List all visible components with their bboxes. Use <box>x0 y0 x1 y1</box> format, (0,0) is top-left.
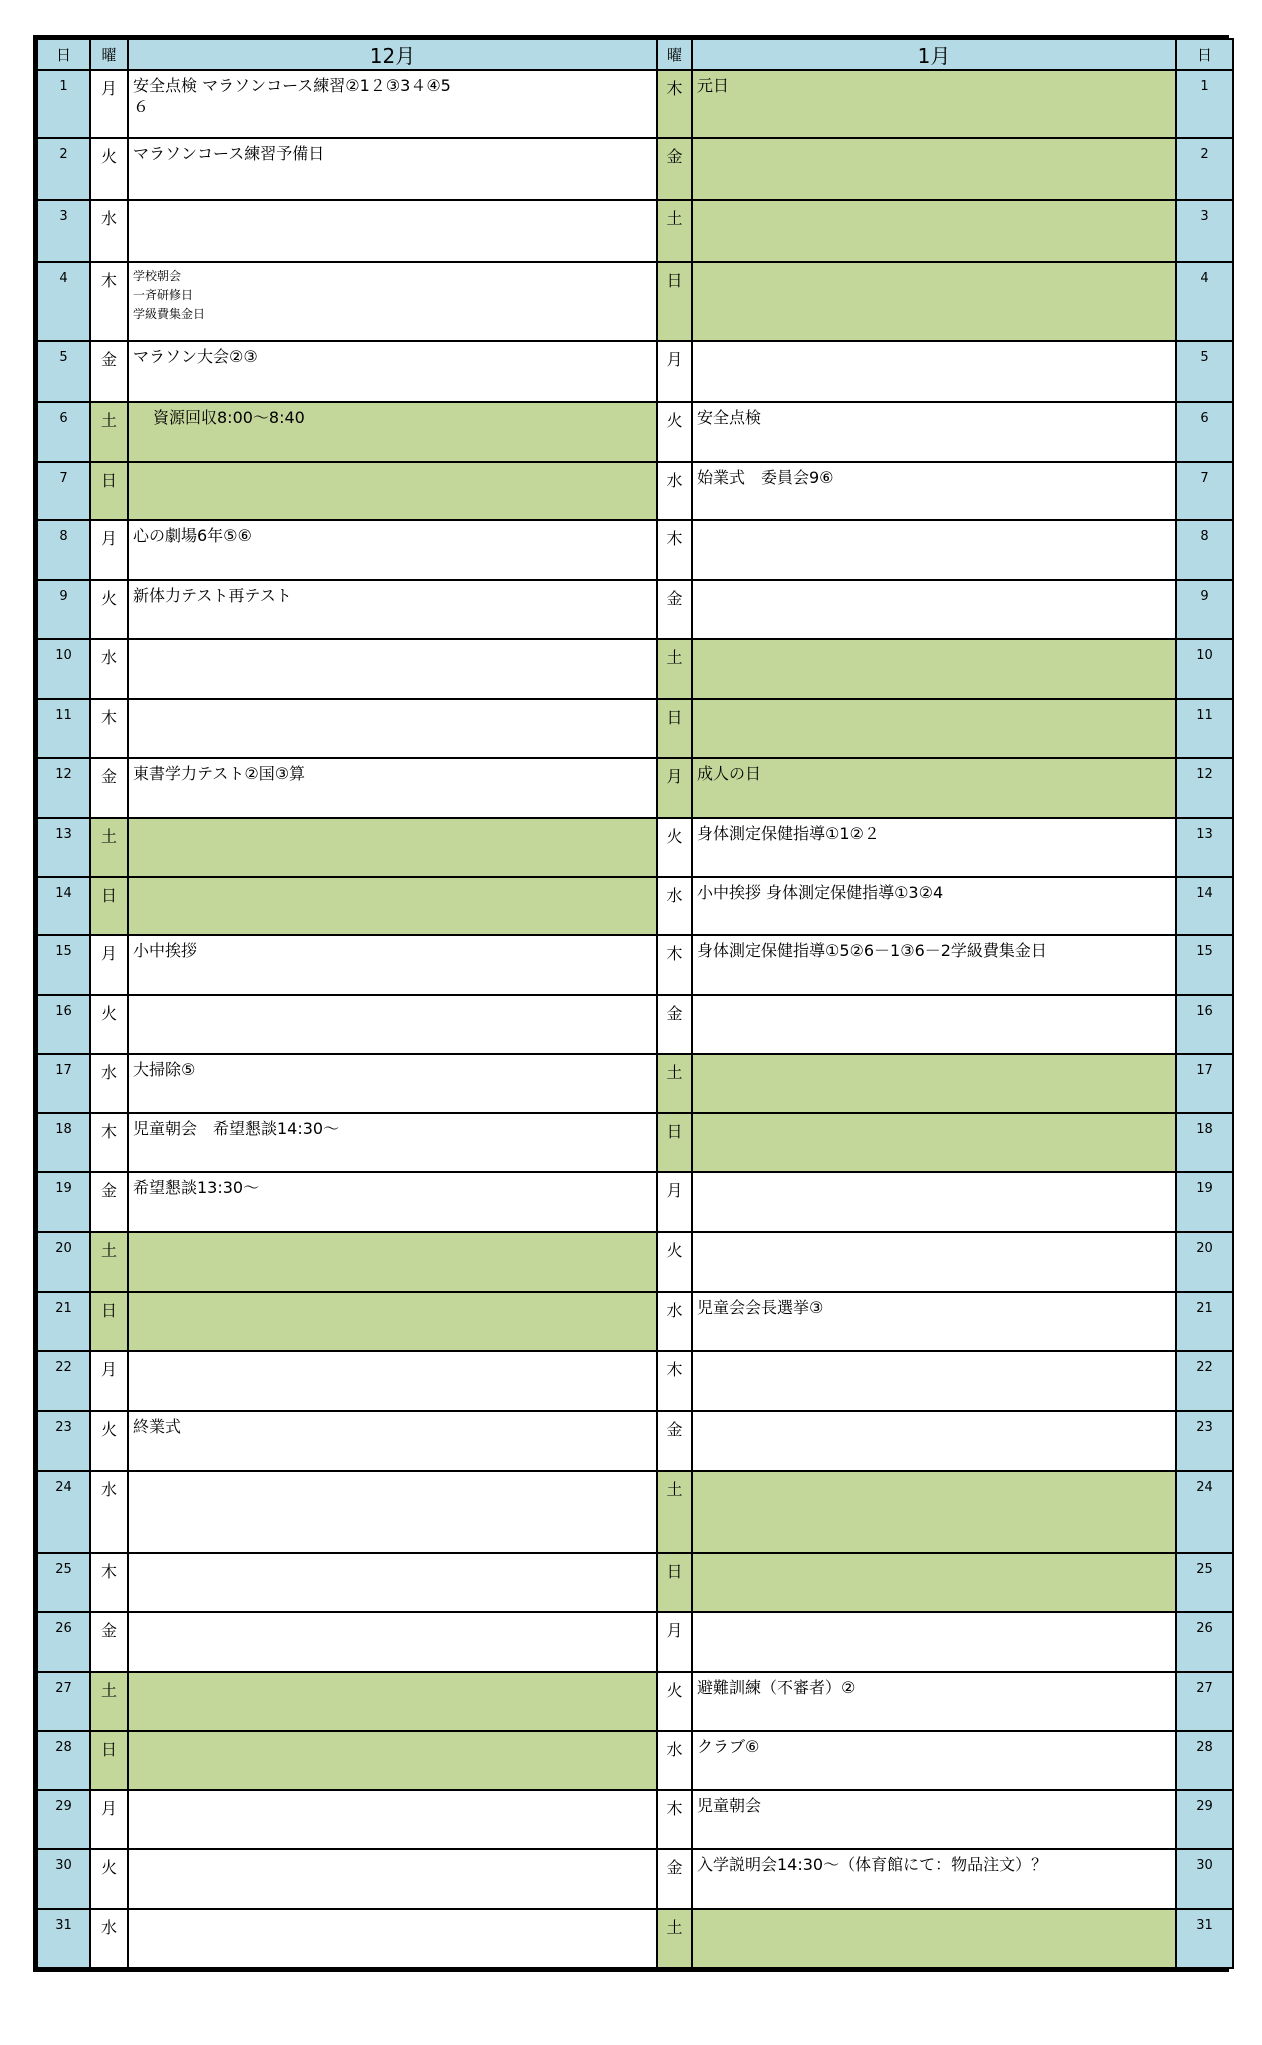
day-number-right: 22 <box>1176 1351 1233 1411</box>
december-weekday: 金 <box>90 341 128 402</box>
calendar-table <box>36 38 1234 1969</box>
day-number-right: 15 <box>1176 935 1233 995</box>
january-event <box>692 699 1176 758</box>
december-weekday: 金 <box>90 1172 128 1232</box>
january-weekday: 木 <box>657 935 692 995</box>
december-weekday: 水 <box>90 639 128 699</box>
day-number-right: 8 <box>1176 520 1233 580</box>
day-number-left: 19 <box>37 1172 90 1232</box>
day-number-left: 4 <box>37 262 90 341</box>
day-number-left: 14 <box>37 877 90 935</box>
december-weekday: 火 <box>90 138 128 200</box>
january-event: 児童朝会 <box>692 1790 1176 1849</box>
december-event <box>128 1731 657 1790</box>
table-row <box>37 1849 1233 1909</box>
table-row <box>37 402 1233 462</box>
december-event <box>128 1672 657 1731</box>
table-row <box>37 1232 1233 1292</box>
day-number-left: 5 <box>37 341 90 402</box>
december-weekday: 土 <box>90 818 128 877</box>
day-number-left: 29 <box>37 1790 90 1849</box>
december-event <box>128 818 657 877</box>
january-event: 児童会会長選挙③ <box>692 1292 1176 1351</box>
day-number-right: 30 <box>1176 1849 1233 1909</box>
december-event: 安全点検 マラソンコース練習②1２③3４④5 ６ <box>128 70 657 138</box>
day-number-left: 8 <box>37 520 90 580</box>
day-number-right: 9 <box>1176 580 1233 639</box>
january-event: 元日 <box>692 70 1176 138</box>
day-number-left: 2 <box>37 138 90 200</box>
december-event <box>128 1232 657 1292</box>
day-number-left: 21 <box>37 1292 90 1351</box>
day-number-left: 12 <box>37 758 90 818</box>
day-number-right: 25 <box>1176 1553 1233 1612</box>
december-event <box>128 1909 657 1968</box>
december-weekday: 月 <box>90 70 128 138</box>
table-row <box>37 138 1233 200</box>
day-number-left: 27 <box>37 1672 90 1731</box>
december-weekday: 火 <box>90 1849 128 1909</box>
january-weekday: 月 <box>657 1612 692 1672</box>
january-event <box>692 1351 1176 1411</box>
day-number-right: 27 <box>1176 1672 1233 1731</box>
december-weekday: 土 <box>90 402 128 462</box>
january-weekday: 日 <box>657 262 692 341</box>
december-event: 終業式 <box>128 1411 657 1471</box>
table-row <box>37 1731 1233 1790</box>
day-number-right: 7 <box>1176 462 1233 520</box>
january-event <box>692 1909 1176 1968</box>
january-weekday: 土 <box>657 1054 692 1113</box>
day-number-right: 29 <box>1176 1790 1233 1849</box>
day-number-right: 31 <box>1176 1909 1233 1968</box>
december-weekday: 金 <box>90 758 128 818</box>
day-number-right: 2 <box>1176 138 1233 200</box>
day-number-right: 19 <box>1176 1172 1233 1232</box>
table-row <box>37 262 1233 341</box>
december-event: 希望懇談13:30～ <box>128 1172 657 1232</box>
january-weekday: 日 <box>657 699 692 758</box>
day-number-left: 25 <box>37 1553 90 1612</box>
january-weekday: 水 <box>657 462 692 520</box>
day-number-right: 3 <box>1176 200 1233 262</box>
day-number-left: 18 <box>37 1113 90 1172</box>
table-row <box>37 1612 1233 1672</box>
december-event <box>128 1471 657 1553</box>
day-number-left: 26 <box>37 1612 90 1672</box>
january-event <box>692 341 1176 402</box>
january-event: 始業式 委員会9⑥ <box>692 462 1176 520</box>
december-weekday: 月 <box>90 520 128 580</box>
december-weekday: 木 <box>90 699 128 758</box>
december-event: 小中挨拶 <box>128 935 657 995</box>
january-event <box>692 1471 1176 1553</box>
january-weekday: 土 <box>657 1909 692 1968</box>
day-number-left: 6 <box>37 402 90 462</box>
january-event <box>692 520 1176 580</box>
table-row <box>37 1292 1233 1351</box>
december-event <box>128 699 657 758</box>
january-weekday: 月 <box>657 1172 692 1232</box>
day-number-right: 21 <box>1176 1292 1233 1351</box>
december-weekday: 水 <box>90 200 128 262</box>
january-event <box>692 1553 1176 1612</box>
december-weekday: 月 <box>90 935 128 995</box>
january-weekday: 火 <box>657 1672 692 1731</box>
december-weekday: 金 <box>90 1612 128 1672</box>
january-weekday: 金 <box>657 1411 692 1471</box>
january-weekday: 月 <box>657 341 692 402</box>
january-weekday: 水 <box>657 1731 692 1790</box>
january-event: 小中挨拶 身体測定保健指導①3②4 <box>692 877 1176 935</box>
day-number-left: 31 <box>37 1909 90 1968</box>
table-row <box>37 1471 1233 1553</box>
table-row <box>37 520 1233 580</box>
january-weekday: 木 <box>657 520 692 580</box>
day-header-left: 日 <box>37 39 90 70</box>
december-weekday: 水 <box>90 1054 128 1113</box>
table-row <box>37 1672 1233 1731</box>
january-event <box>692 1612 1176 1672</box>
day-number-right: 18 <box>1176 1113 1233 1172</box>
january-event: 身体測定保健指導①1②２ <box>692 818 1176 877</box>
day-number-right: 4 <box>1176 262 1233 341</box>
december-event: 心の劇場6年⑤⑥ <box>128 520 657 580</box>
table-row <box>37 70 1233 138</box>
january-event <box>692 1411 1176 1471</box>
january-event: 入学説明会14:30～（体育館にて：物品注文）？ <box>692 1849 1176 1909</box>
day-number-right: 11 <box>1176 699 1233 758</box>
table-row <box>37 1790 1233 1849</box>
day-number-left: 1 <box>37 70 90 138</box>
december-weekday: 火 <box>90 995 128 1054</box>
december-event <box>128 1790 657 1849</box>
december-event: 児童朝会 希望懇談14:30～ <box>128 1113 657 1172</box>
january-weekday: 木 <box>657 70 692 138</box>
december-event <box>128 462 657 520</box>
table-row <box>37 935 1233 995</box>
day-number-right: 23 <box>1176 1411 1233 1471</box>
table-row <box>37 699 1233 758</box>
december-event <box>128 995 657 1054</box>
december-weekday: 火 <box>90 580 128 639</box>
day-number-right: 24 <box>1176 1471 1233 1553</box>
december-weekday: 土 <box>90 1232 128 1292</box>
december-event <box>128 1351 657 1411</box>
table-row <box>37 1909 1233 1968</box>
december-weekday: 月 <box>90 1351 128 1411</box>
january-header: 1月 <box>692 39 1176 70</box>
day-number-left: 28 <box>37 1731 90 1790</box>
day-number-right: 28 <box>1176 1731 1233 1790</box>
header-row <box>37 39 1233 70</box>
day-number-left: 20 <box>37 1232 90 1292</box>
table-row <box>37 877 1233 935</box>
january-event: 成人の日 <box>692 758 1176 818</box>
day-number-left: 3 <box>37 200 90 262</box>
calendar-sheet <box>33 35 1229 1972</box>
january-weekday: 木 <box>657 1351 692 1411</box>
day-number-right: 20 <box>1176 1232 1233 1292</box>
day-number-right: 6 <box>1176 402 1233 462</box>
day-number-left: 23 <box>37 1411 90 1471</box>
day-number-left: 10 <box>37 639 90 699</box>
day-number-right: 5 <box>1176 341 1233 402</box>
day-number-right: 1 <box>1176 70 1233 138</box>
table-row <box>37 758 1233 818</box>
december-event: 学校朝会 一斉研修日 学級費集金日 <box>128 262 657 341</box>
january-event: クラブ⑥ <box>692 1731 1176 1790</box>
january-weekday: 火 <box>657 818 692 877</box>
december-event <box>128 1612 657 1672</box>
day-number-right: 13 <box>1176 818 1233 877</box>
day-number-right: 12 <box>1176 758 1233 818</box>
december-event <box>128 200 657 262</box>
table-row <box>37 341 1233 402</box>
december-weekday: 木 <box>90 262 128 341</box>
december-event <box>128 1292 657 1351</box>
january-weekday: 水 <box>657 1292 692 1351</box>
december-weekday: 月 <box>90 1790 128 1849</box>
december-event: 東書学力テスト②国③算 <box>128 758 657 818</box>
december-event: 資源回収8:00～8:40 <box>128 402 657 462</box>
day-number-left: 16 <box>37 995 90 1054</box>
december-weekday: 木 <box>90 1113 128 1172</box>
january-weekday: 火 <box>657 402 692 462</box>
table-row <box>37 1411 1233 1471</box>
table-row <box>37 1113 1233 1172</box>
day-number-right: 14 <box>1176 877 1233 935</box>
table-row <box>37 1553 1233 1612</box>
day-number-right: 10 <box>1176 639 1233 699</box>
day-number-left: 15 <box>37 935 90 995</box>
december-weekday: 木 <box>90 1553 128 1612</box>
january-weekday: 土 <box>657 1471 692 1553</box>
table-row <box>37 1172 1233 1232</box>
january-weekday: 土 <box>657 200 692 262</box>
weekday-header-right: 曜 <box>657 39 692 70</box>
january-weekday: 水 <box>657 877 692 935</box>
january-event <box>692 639 1176 699</box>
table-row <box>37 1054 1233 1113</box>
day-number-right: 17 <box>1176 1054 1233 1113</box>
december-event: 大掃除⑤ <box>128 1054 657 1113</box>
table-row <box>37 1351 1233 1411</box>
day-number-left: 11 <box>37 699 90 758</box>
table-row <box>37 462 1233 520</box>
december-header: 12月 <box>128 39 657 70</box>
december-weekday: 日 <box>90 877 128 935</box>
january-weekday: 日 <box>657 1113 692 1172</box>
december-weekday: 日 <box>90 1731 128 1790</box>
december-event: 新体力テスト再テスト <box>128 580 657 639</box>
table-row <box>37 200 1233 262</box>
january-weekday: 木 <box>657 1790 692 1849</box>
january-event <box>692 580 1176 639</box>
december-event: マラソンコース練習予備日 <box>128 138 657 200</box>
december-event <box>128 1553 657 1612</box>
january-event <box>692 1113 1176 1172</box>
day-number-left: 9 <box>37 580 90 639</box>
december-event <box>128 1849 657 1909</box>
january-event: 安全点検 <box>692 402 1176 462</box>
december-weekday: 水 <box>90 1471 128 1553</box>
january-weekday: 土 <box>657 639 692 699</box>
january-event <box>692 200 1176 262</box>
table-row <box>37 639 1233 699</box>
december-event: マラソン大会②③ <box>128 341 657 402</box>
day-number-right: 26 <box>1176 1612 1233 1672</box>
table-row <box>37 995 1233 1054</box>
weekday-header-left: 曜 <box>90 39 128 70</box>
january-event <box>692 1172 1176 1232</box>
january-weekday: 金 <box>657 1849 692 1909</box>
january-event: 避難訓練（不審者）② <box>692 1672 1176 1731</box>
january-weekday: 金 <box>657 580 692 639</box>
january-weekday: 火 <box>657 1232 692 1292</box>
january-event <box>692 138 1176 200</box>
day-number-left: 24 <box>37 1471 90 1553</box>
day-number-left: 13 <box>37 818 90 877</box>
january-event: 身体測定保健指導①5②6－1③6－2学級費集金日 <box>692 935 1176 995</box>
table-row <box>37 580 1233 639</box>
january-event <box>692 995 1176 1054</box>
december-weekday: 火 <box>90 1411 128 1471</box>
table-row <box>37 818 1233 877</box>
day-number-right: 16 <box>1176 995 1233 1054</box>
day-number-left: 30 <box>37 1849 90 1909</box>
december-weekday: 水 <box>90 1909 128 1968</box>
day-number-left: 22 <box>37 1351 90 1411</box>
january-event <box>692 1054 1176 1113</box>
december-weekday: 土 <box>90 1672 128 1731</box>
january-weekday: 金 <box>657 138 692 200</box>
december-weekday: 日 <box>90 1292 128 1351</box>
january-event <box>692 1232 1176 1292</box>
december-event <box>128 877 657 935</box>
day-number-left: 7 <box>37 462 90 520</box>
january-weekday: 金 <box>657 995 692 1054</box>
day-number-left: 17 <box>37 1054 90 1113</box>
december-event <box>128 639 657 699</box>
day-header-right: 日 <box>1176 39 1233 70</box>
january-weekday: 日 <box>657 1553 692 1612</box>
december-weekday: 日 <box>90 462 128 520</box>
january-event <box>692 262 1176 341</box>
january-weekday: 月 <box>657 758 692 818</box>
